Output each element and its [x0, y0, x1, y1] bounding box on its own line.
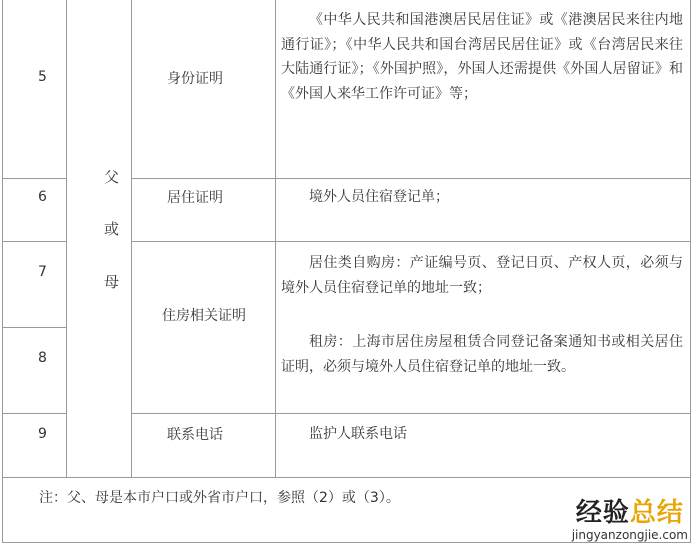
row-number-8: 8 — [38, 350, 47, 366]
watermark-text-b: 总结 — [629, 498, 684, 528]
row-number-7: 7 — [38, 264, 47, 280]
column-divider-2 — [131, 0, 132, 478]
subject-char-father: 父 — [104, 168, 120, 186]
table-border-right — [690, 0, 691, 543]
row-divider-note — [2, 477, 691, 478]
content-housing-own: 居住类自购房：产证编号页、登记日页、产权人页，必须与境外人员住宿登记单的地址一致； — [281, 255, 683, 296]
row-divider-7-8-num — [2, 327, 67, 328]
subject-char-mother: 母 — [104, 273, 120, 291]
row-number-6: 6 — [38, 189, 47, 205]
column-divider-1 — [66, 0, 67, 478]
column-divider-3 — [275, 0, 276, 478]
watermark-logo — [572, 498, 688, 528]
row-number-9: 9 — [38, 426, 47, 442]
content-residence-proof: 境外人员住宿登记单； — [309, 189, 449, 205]
table-border-left — [2, 0, 3, 543]
row-number-5: 5 — [38, 69, 47, 85]
row-divider-5-6 — [131, 178, 691, 179]
footnote: 注：父、母是本市户口或外省市户口，参照（2）或（3）。 — [39, 490, 400, 506]
site-watermark — [572, 498, 688, 542]
content-housing-rent: 租房：上海市居住房屋租赁合同登记备案通知书或相关居住证明，必须与境外人员住宿登记单的地址一致。 — [281, 334, 683, 375]
row-divider-8-9 — [131, 413, 691, 414]
item-residence-proof: 居住证明 — [167, 190, 223, 206]
row-divider-5-6-num — [2, 178, 67, 179]
watermark-text-a: 经验 — [575, 498, 630, 528]
content-identity-proof: 《中华人民共和国港澳居民居住证》或《港澳居民来往内地通行证》；《中华人民共和国台湾居民居住证》或《台湾居民来往大陆通行证》；《外国护照》，外国人还需提供《外国人居留证》和《外国人来华工作许可证》等； — [281, 12, 683, 102]
row-divider-6-7 — [131, 241, 691, 242]
item-housing-proof: 住房相关证明 — [162, 308, 246, 324]
row-divider-8-9-num — [2, 413, 67, 414]
item-identity-proof: 身份证明 — [167, 71, 223, 87]
table-border-bottom — [2, 542, 691, 543]
item-phone: 联系电话 — [167, 427, 223, 443]
subject-char-or: 或 — [104, 220, 120, 238]
content-phone: 监护人联系电话 — [309, 426, 407, 442]
watermark-url: jingyanzongjie.com — [571, 528, 688, 542]
row-divider-6-7-num — [2, 241, 67, 242]
